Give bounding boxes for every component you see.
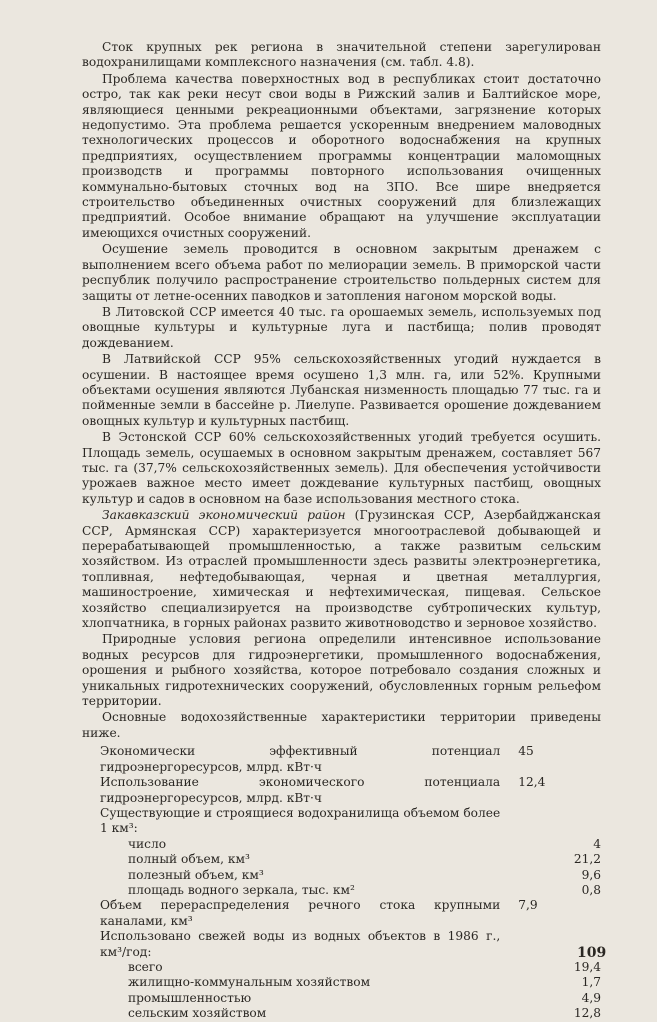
- table-row: [82, 929, 601, 960]
- table-row-label: Экономически эффективный потенциал гидроэнергоресурсов, млрд. кВт·ч: [100, 744, 501, 774]
- table-row: [82, 775, 601, 806]
- table-row-label: Существующие и строящиеся водохранилища объемом более 1 км³:: [100, 805, 501, 836]
- table-row: [82, 960, 601, 975]
- table-row-value: 7,9: [518, 898, 538, 913]
- region-text: (Грузинская ССР, Азербайджанская ССР, Армянская ССР) характеризуется многоотраслевой добывающей и перерабатывающей промышленностью, а также развитым сельским хозяйством. Из отраслей промышленности здесь развиты электроэнергетика, топливная, нефтедобывающая, черная и цветная металлургия, машиностроение, химическая и нефтехимическая, пищевая. Сельское хозяйство специализируется на производстве субтропических культур, хлопчатника, в горных районах развито животноводство и зерновое хозяйство.: [82, 508, 601, 631]
- water-stats-table: [82, 744, 601, 1021]
- paragraph-drainage: Осушение земель проводится в основном закрытым дренажем с выполнением всего объема работ по мелиорации земель. В приморской части республик получило распространение строительство польдерных систем для защиты от летне-осенних паводков и затопления нагоном морской воды.: [82, 242, 601, 303]
- table-row-value: 4: [593, 836, 601, 851]
- table-row-label: Объем перераспределения речного стока крупными каналами, км³: [100, 898, 501, 928]
- paragraph-natural-conditions: Природные условия региона определили интенсивное использование водных ресурсов для гидроэнергетики, промышленного водоснабжения, орошения и рыбного хозяйства, которое потребовало создания сложных и уникальных гидротехнических сооружений, обусловленных горным рельефом территории.: [82, 632, 601, 709]
- table-row: [82, 898, 601, 929]
- table-row: [82, 1006, 601, 1021]
- table-row-label: жилищно-коммунальным хозяйством: [128, 975, 371, 990]
- table-row: [82, 837, 601, 852]
- table-row-value: 12,4: [518, 775, 546, 790]
- table-row-label: всего: [128, 959, 163, 974]
- table-row: [82, 975, 601, 990]
- table-row: [82, 852, 601, 867]
- paragraph-water-quality: Проблема качества поверхностных вод в республиках стоит достаточно остро, так как реки несут свои воды в Рижский залив и Балтийское море, являющиеся ценными рекреационными объектами, загрязнение которых недопустимо. Эта проблема решается ускоренным внедрением маловодных технологических процессов и оборотного водоснабжения на крупных предприятиях, осуществлением программы концентрации маломощных производств и программы повторного использования очищенных коммунально-бытовых сточных вод на ЗПО. Все шире внедряется строительство объединенных очистных сооружений для близлежащих предприятий. Особое внимание обращают на улучшение эксплуатации имеющихся очистных сооружений.: [82, 71, 601, 240]
- table-row: [82, 744, 601, 775]
- table-row-value: 0,8: [581, 882, 601, 897]
- table-row: [82, 868, 601, 883]
- table-row-value: 19,4: [573, 959, 601, 974]
- table-row: [82, 806, 601, 837]
- table-row-label: Использование экономического потенциала гидроэнергоресурсов, млрд. кВт·ч: [100, 775, 501, 805]
- paragraph-lithuania: В Литовской ССР имеется 40 тыс. га орошаемых земель, используемых под овощные культуры и культурные луга и пастбища; полив проводят дождеванием.: [82, 304, 601, 350]
- paragraph-transcaucasia: [82, 508, 601, 631]
- table-row-value: 12,8: [573, 1006, 601, 1021]
- paragraph-estonia: В Эстонской ССР 60% сельскохозяйственных угодий требуется осушить. Площадь земель, осушаемых в основном закрытым дренажем, составляет 567 тыс. га (37,7% сельскохозяйственных земель). Для обеспечения устойчивости урожаев важное место имеет дождевание культурных пастбищ, овощных культур и садов в основном на базе использования местного стока.: [82, 430, 601, 506]
- page-number: 109: [577, 945, 607, 961]
- table-row: [82, 883, 601, 898]
- table-row-label: сельским хозяйством: [128, 1006, 267, 1021]
- table-row-label: площадь водного зеркала, тыс. км²: [128, 882, 355, 897]
- paragraph-reservoirs: Сток крупных рек региона в значительной степени зарегулирован водохранилищами комплексного назначения (см. табл. 4.8).: [82, 40, 601, 70]
- table-row-value: 45: [518, 744, 534, 759]
- table-row-label: полезный объем, км³: [128, 867, 264, 882]
- table-row-value: 9,6: [581, 867, 601, 882]
- table-row: [82, 991, 601, 1006]
- paragraph-table-intro: Основные водохозяйственные характеристики территории приведены ниже.: [82, 710, 601, 740]
- region-title: Закавказский экономический район: [102, 508, 346, 523]
- table-row-value: 4,9: [581, 990, 601, 1005]
- table-row-label: число: [128, 836, 167, 851]
- table-row-label: полный объем, км³: [128, 852, 250, 867]
- table-row-value: 21,2: [573, 852, 601, 867]
- paragraph-latvia: В Латвийской ССР 95% сельскохозяйственных угодий нуждается в осушении. В настоящее время осушено 1,3 млн. га, или 52%. Крупными объектами осушения являются Лубанская низменность площадью 77 тыс. га и пойменные земли в бассейне р. Лиелупе. Развивается орошение дождеванием овощных культур и культурных пастбищ.: [82, 352, 601, 428]
- table-row-label: промышленностью: [128, 990, 252, 1005]
- table-row-value: 1,7: [581, 975, 601, 990]
- table-row-label: Использовано свежей воды из водных объектов в 1986 г., км³/год:: [100, 929, 501, 959]
